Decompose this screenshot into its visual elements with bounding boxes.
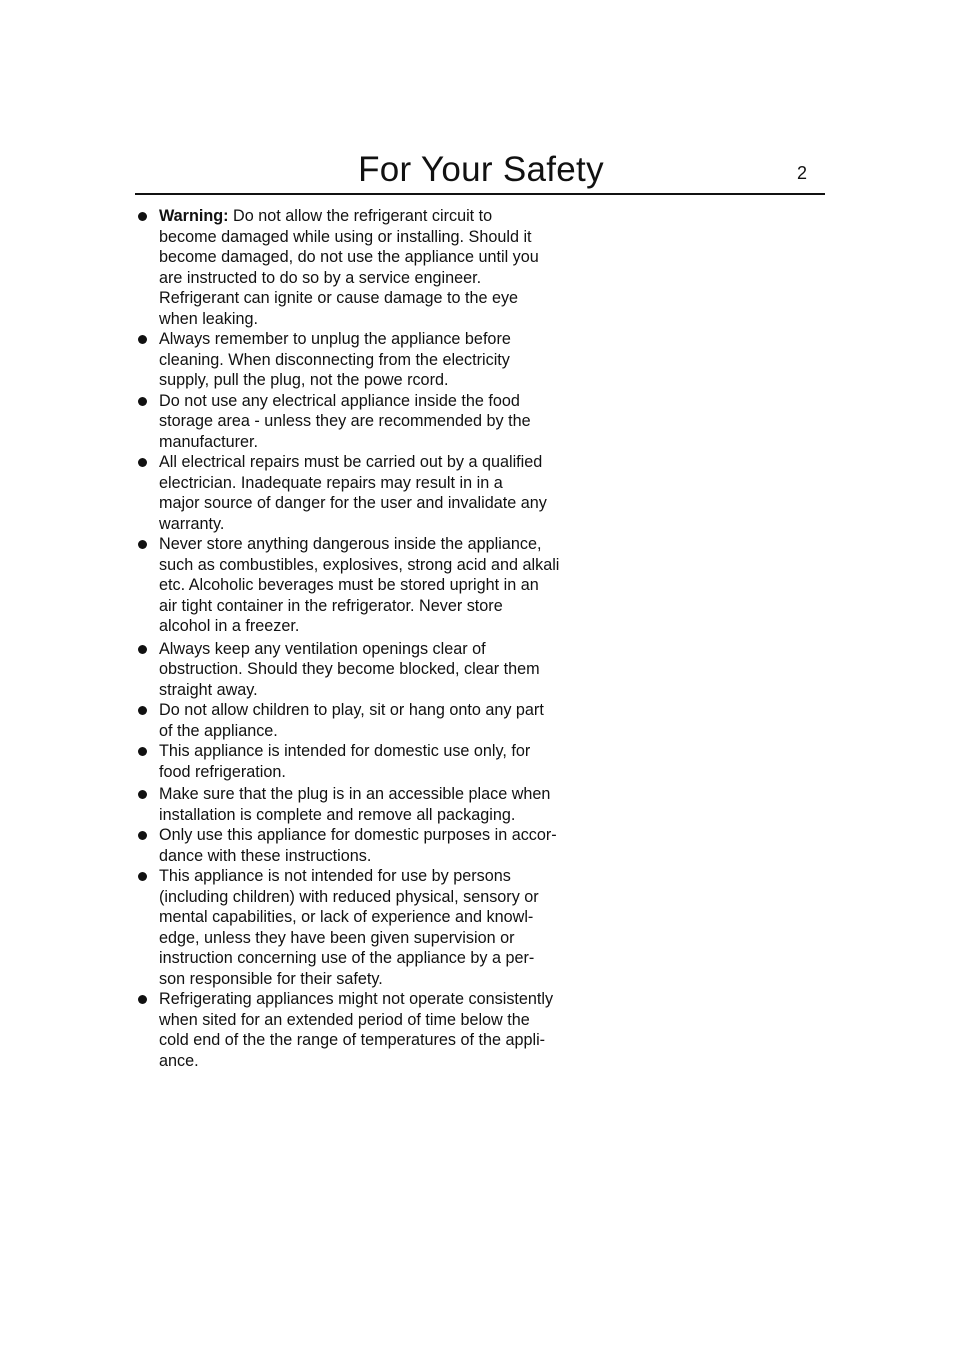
bullet-line: cold end of the the range of temperatures of the appli- [159,1031,546,1049]
bullet-line: Warning: Do not allow the refrigerant circuit to [159,207,493,225]
bullet-dot-icon [138,790,147,799]
bullet-line: major source of danger for the user and invalidate any [159,494,547,512]
bullet-line: warranty. [159,514,225,533]
bullet-line: Refrigerating appliances might not operate consistently [159,990,554,1008]
bullet-line: Never store anything dangerous inside the appliance, [159,535,542,553]
bullet-line: Do not allow children to play, sit or hang onto any part [159,701,544,719]
bullet-item-dangerous-storage [136,534,606,637]
bullet-line: obstruction. Should they become blocked, clear them [159,660,540,678]
bullet-line: This appliance is intended for domestic use only, for [159,742,531,760]
bullet-line: such as combustibles, explosives, strong acid and alkali [159,555,560,574]
bullet-item-temperature-range [136,989,606,1071]
bullet-line: mental capabilities, or lack of experience and knowl- [159,908,534,926]
bullet-line: of the appliance. [159,721,278,740]
bullet-dot-icon [138,706,147,715]
bullet-dot-icon [138,212,147,221]
safety-bullet-list [136,206,606,1071]
bullet-line: Refrigerant can ignite or cause damage to the eye [159,289,519,307]
bullet-line: dance with these instructions. [159,846,372,865]
bullet-line: edge, unless they have been given supervision or [159,928,515,947]
bullet-dot-icon [138,397,147,406]
bullet-item-repairs [136,452,606,534]
bullet-dot-icon [138,831,147,840]
bullet-item-plug-access [136,784,606,825]
bullet-line: This appliance is not intended for use by persons [159,867,511,885]
bullet-dot-icon [138,645,147,654]
bullet-line: electrician. Inadequate repairs may result in in a [159,473,503,492]
bullet-item-electrical-appliances [136,391,606,453]
bullet-line: supply, pull the plug, not the powe rcord. [159,371,449,389]
bullet-dot-icon [138,995,147,1004]
bullet-line: Make sure that the plug is in an accessible place when [159,785,551,803]
bullet-item-children [136,700,606,741]
bullet-line: manufacturer. [159,432,258,451]
title-divider [135,193,825,195]
bullet-line: become damaged, do not use the appliance until you [159,248,539,266]
bullet-line: Only use this appliance for domestic purposes in accor- [159,826,557,844]
warning-label: Warning: [159,207,229,225]
bullet-line: instruction concerning use of the appliance by a per- [159,949,535,967]
bullet-dot-icon [138,747,147,756]
page-number: 2 [797,163,808,183]
page-title: For Your Safety [358,150,604,189]
bullet-dot-icon [138,872,147,881]
bullet-item-instructions [136,825,606,866]
bullet-item-reduced-capabilities [136,866,606,989]
bullet-line: son responsible for their safety. [159,969,383,988]
bullet-line: food refrigeration. [159,762,286,781]
bullet-dot-icon [138,335,147,344]
bullet-line: when sited for an extended period of time below the [159,1010,530,1029]
bullet-item-unplug [136,329,606,391]
bullet-line: Always remember to unplug the appliance before [159,330,511,348]
bullet-line: cleaning. When disconnecting from the electricity [159,350,510,369]
bullet-line: Do not use any electrical appliance inside the food [159,391,520,410]
bullet-line: straight away. [159,680,258,699]
bullet-line: (including children) with reduced physical, sensory or [159,887,539,906]
bullet-dot-icon [138,458,147,467]
bullet-item-ventilation [136,639,606,701]
bullet-line: are instructed to do so by a service engineer. [159,268,482,287]
bullet-line: air tight container in the refrigerator. Never store [159,596,503,615]
bullet-line: Always keep any ventilation openings clear of [159,639,486,658]
bullet-item-domestic-use [136,741,606,782]
bullet-line: installation is complete and remove all packaging. [159,805,516,824]
bullet-line: when leaking. [159,309,258,328]
bullet-dot-icon [138,540,147,549]
bullet-line: become damaged while using or installing. Should it [159,227,532,246]
bullet-line: All electrical repairs must be carried out by a qualified [159,453,543,471]
bullet-line: etc. Alcoholic beverages must be stored upright in an [159,576,539,594]
bullet-line: ance. [159,1051,199,1070]
bullet-item-refrigerant-warning [136,206,606,329]
bullet-line: storage area - unless they are recommended by the [159,412,531,430]
bullet-line: alcohol in a freezer. [159,617,300,635]
